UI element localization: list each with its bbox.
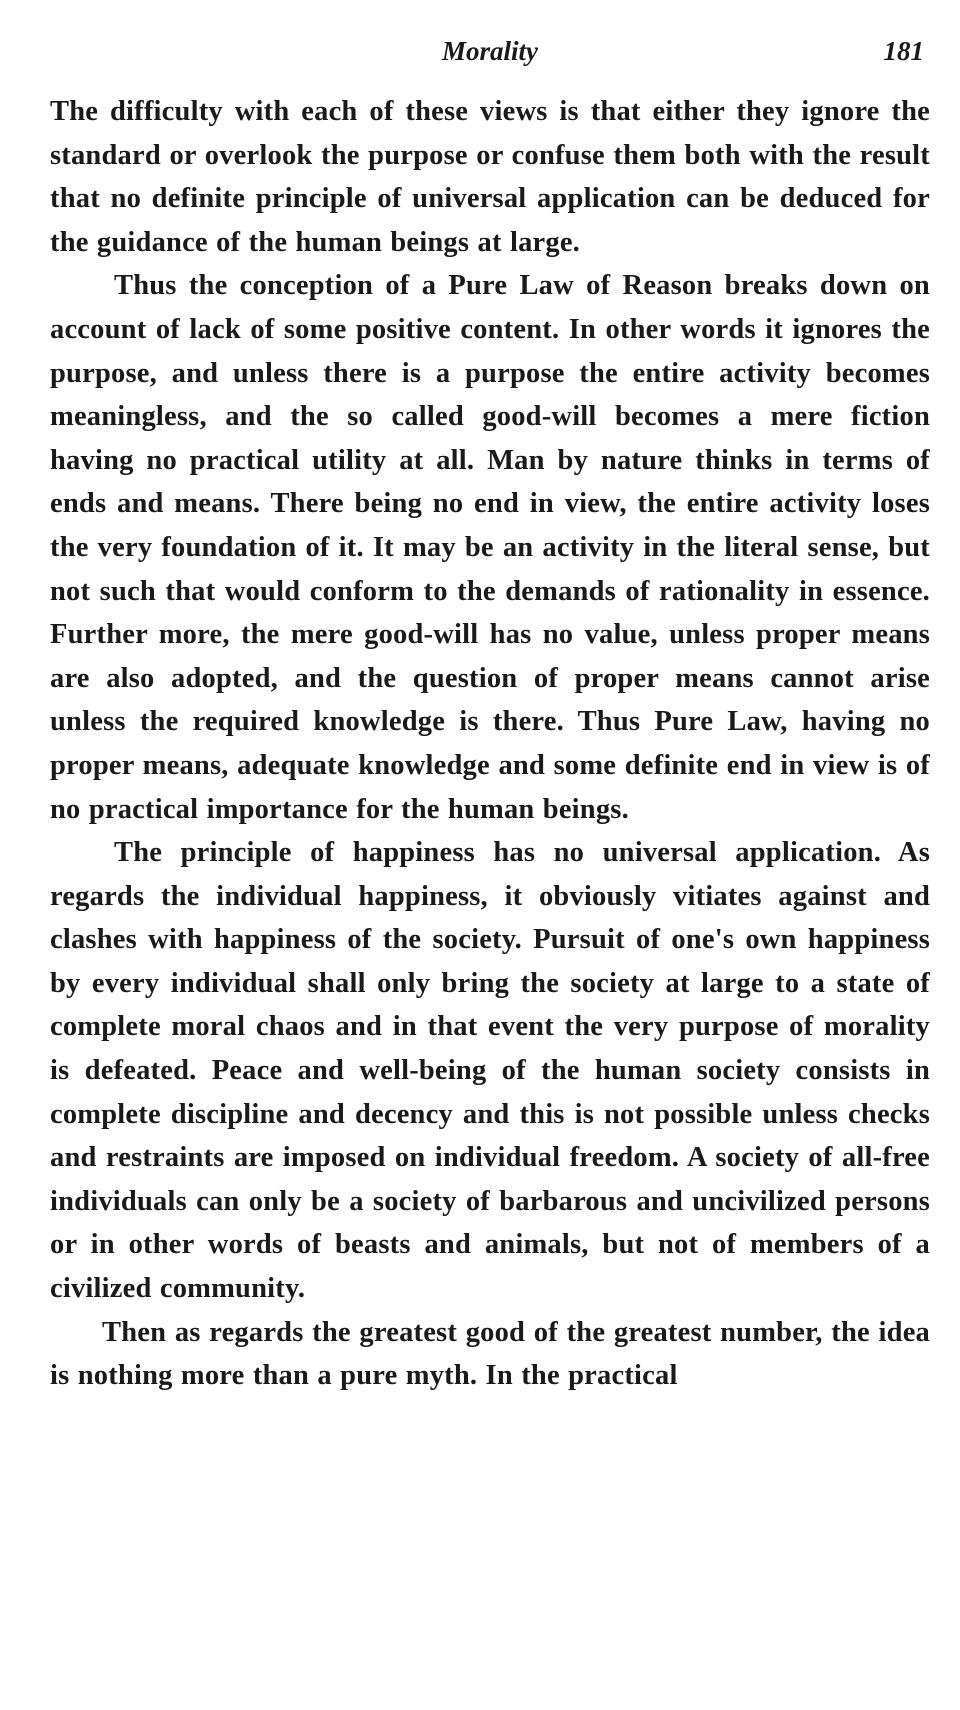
page-number: 181 xyxy=(883,36,924,66)
paragraph-2: Thus the conception of a Pure Law of Reason breaks down on account of lack of some positive content. In other words it ignores the purpose, and unless there is a purpose the entire activity becomes meaningless, and the so called good-will becomes a mere fiction having no practical utility at all. Man by nature thinks in terms of ends and means. There being no end in view, the entire activity loses the very foundation of it. It may be an activity in the literal sense, but not such that would conform to the demands of rationality in essence. Further more, the mere good-will has no value, unless proper means are also adopted, and the question of proper means cannot arise unless the required knowledge is there. Thus Pure Law, having no proper means, adequate knowledge and some definite end in view is of no practical importance for the human beings. xyxy=(50,270,930,825)
running-header xyxy=(50,36,930,76)
paragraph-4: Then as regards the greatest good of the greatest number, the idea is nothing more than a pure myth. In the practical xyxy=(50,1316,930,1392)
running-title: Morality xyxy=(441,36,538,66)
paragraph-1: The difficulty with each of these views is that either they ignore the standard or overlook the purpose or confuse them both with the result that no definite principle of universal application can be deduced for the guidance of the human beings at large. xyxy=(50,96,930,258)
body-text xyxy=(50,90,930,1398)
paragraph-3: The principle of happiness has no universal application. As regards the individual happiness, it obviously vitiates against and clashes with happiness of the society. Pursuit of one's own happiness by every individual shall only bring the society at large to a state of complete moral chaos and in that event the very purpose of morality is defeated. Peace and well-being of the human society consists in complete discipline and decency and this is not possible unless checks and restraints are imposed on individual freedom. A society of all-free individuals can only be a society of barbarous and uncivilized persons or in other words of beasts and animals, but not of members of a civilized community. xyxy=(50,837,930,1305)
